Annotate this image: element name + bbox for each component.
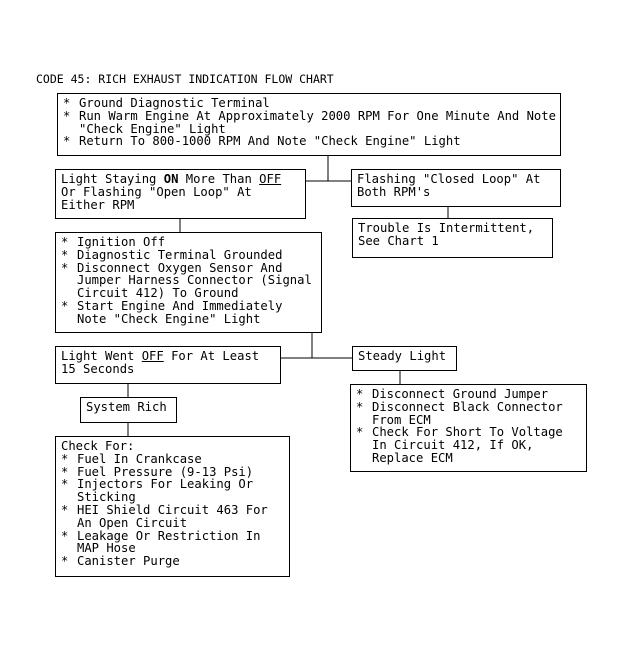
bullet-star-icon: * — [61, 247, 69, 262]
start-item-2: * Run Warm Engine At Approximately 2000 RPM For One Minute And Note "Check Engine" Light — [63, 108, 556, 136]
bullet-star-icon: * — [356, 387, 364, 401]
ignition-item-1: * Ignition Off — [61, 235, 166, 249]
check-item-3: * Injectors For Leaking Or Sticking — [61, 477, 254, 505]
bullet-star-icon: * — [61, 298, 69, 313]
trouble-intermittent-box: Trouble Is Intermittent, See Chart 1 — [352, 218, 553, 258]
ignition-item-2: * Diagnostic Terminal Grounded — [61, 247, 283, 262]
bullet-star-icon: * — [61, 477, 69, 492]
disconnect-ground-jumper-box — [350, 384, 587, 472]
bullet-star-icon: * — [61, 464, 69, 479]
light-went-off-box: Light Went OFF For At Least 15 Seconds — [55, 346, 281, 384]
bullet-star-icon: * — [63, 134, 71, 149]
start-item-1: * Ground Diagnostic Terminal — [63, 96, 270, 110]
check-for-heading: Check For: — [61, 439, 135, 453]
check-item-5: * Leakage Or Restriction In MAP Hose — [61, 528, 261, 556]
steady-light-box: Steady Light — [352, 346, 457, 371]
flashing-closed-loop-box: Flashing "Closed Loop" At Both RPM's — [351, 169, 561, 207]
check-item-1: * Fuel In Crankcase — [61, 451, 202, 466]
light-staying-on-box: Light Staying ON More Than OFF Or Flashing "Open Loop" At Either RPM — [55, 169, 306, 219]
ignition-off-box — [55, 232, 322, 333]
bullet-star-icon: * — [356, 399, 364, 414]
check-for-box — [55, 436, 290, 577]
disconnect-item-2: * Disconnect Black Connector From ECM — [356, 399, 563, 427]
system-rich-box: System Rich — [80, 397, 177, 423]
disconnect-item-1: * Disconnect Ground Jumper — [356, 387, 549, 401]
bullet-star-icon: * — [61, 528, 69, 543]
check-item-4: * HEI Shield Circuit 463 For An Open Circuit — [61, 502, 268, 530]
check-item-6: * Canister Purge — [61, 554, 180, 569]
disconnect-item-3: * Check For Short To Voltage In Circuit 412, If OK, Replace ECM — [356, 425, 563, 465]
bullet-star-icon: * — [63, 108, 71, 123]
bullet-star-icon: * — [356, 425, 364, 440]
bullet-star-icon: * — [61, 451, 69, 466]
bullet-star-icon: * — [63, 96, 71, 110]
bullet-star-icon: * — [61, 235, 69, 249]
bullet-star-icon: * — [61, 502, 69, 517]
page-title: CODE 45: RICH EXHAUST INDICATION FLOW CHART — [36, 72, 334, 86]
bullet-star-icon: * — [61, 554, 69, 569]
check-item-2: * Fuel Pressure (9-13 Psi) — [61, 464, 254, 479]
start-item-3: * Return To 800-1000 RPM And Note "Check Engine" Light — [63, 134, 461, 149]
start-box — [57, 93, 561, 156]
ignition-item-4: * Start Engine And Immediately Note "Check Engine" Light — [61, 298, 283, 326]
bullet-star-icon: * — [61, 260, 69, 275]
ignition-item-3: * Disconnect Oxygen Sensor And Jumper Harness Connector (Signal Circuit 412) To Ground — [61, 260, 312, 301]
